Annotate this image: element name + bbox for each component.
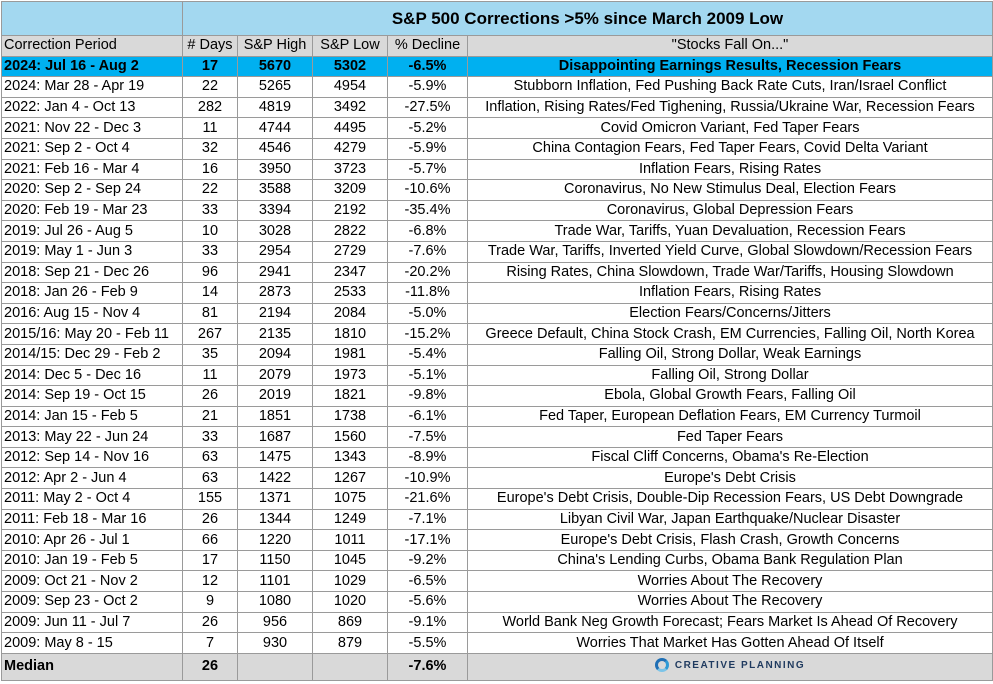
cell-reason: Greece Default, China Stock Crash, EM Currencies, Falling Oil, North Korea [468,324,993,345]
cell-sp-low: 1045 [313,550,388,571]
cell-period: 2024: Jul 16 - Aug 2 [2,56,183,77]
cell-days: 155 [183,489,238,510]
cell-decline: -20.2% [388,262,468,283]
cell-sp-low: 3492 [313,97,388,118]
cell-sp-high: 1344 [238,509,313,530]
cell-sp-high: 2135 [238,324,313,345]
cell-reason: Europe's Debt Crisis, Double-Dip Recession Fears, US Debt Downgrade [468,489,993,510]
cell-days: 11 [183,118,238,139]
cell-reason: Coronavirus, No New Stimulus Deal, Election Fears [468,180,993,201]
cell-days: 17 [183,550,238,571]
cell-sp-low: 1821 [313,386,388,407]
cell-decline: -5.0% [388,303,468,324]
cell-period: 2024: Mar 28 - Apr 19 [2,77,183,98]
cell-decline: -15.2% [388,324,468,345]
cell-decline: -10.6% [388,180,468,201]
cell-sp-high: 1475 [238,447,313,468]
table-row [2,200,993,221]
cell-reason: Fed Taper, European Deflation Fears, EM Currency Turmoil [468,406,993,427]
cell-reason: Worries About The Recovery [468,571,993,592]
header-stocks-fall-on: "Stocks Fall On..." [468,36,993,57]
median-decline: -7.6% [388,653,468,680]
creative-planning-logo-icon [655,658,669,672]
cell-decline: -7.1% [388,509,468,530]
cell-sp-high: 2954 [238,241,313,262]
cell-decline: -9.1% [388,612,468,633]
cell-days: 21 [183,406,238,427]
cell-decline: -5.7% [388,159,468,180]
cell-days: 16 [183,159,238,180]
cell-days: 81 [183,303,238,324]
cell-days: 282 [183,97,238,118]
table-row [2,283,993,304]
table-row [2,592,993,613]
cell-sp-high: 3950 [238,159,313,180]
footer-row [2,653,993,680]
cell-sp-high: 956 [238,612,313,633]
cell-days: 32 [183,138,238,159]
table-row [2,118,993,139]
table-row [2,571,993,592]
table-row [2,509,993,530]
cell-sp-high: 1220 [238,530,313,551]
table-row [2,159,993,180]
cell-days: 26 [183,509,238,530]
cell-period: 2010: Apr 26 - Jul 1 [2,530,183,551]
table-row [2,97,993,118]
cell-sp-low: 2084 [313,303,388,324]
cell-reason: Rising Rates, China Slowdown, Trade War/Tariffs, Housing Slowdown [468,262,993,283]
cell-reason: Europe's Debt Crisis [468,468,993,489]
cell-decline: -5.9% [388,138,468,159]
table-row [2,221,993,242]
cell-decline: -6.5% [388,571,468,592]
title-blank-cell [2,2,183,36]
cell-sp-low: 1343 [313,447,388,468]
cell-reason: Trade War, Tariffs, Inverted Yield Curve, Global Slowdown/Recession Fears [468,241,993,262]
table-row [2,262,993,283]
table-row-highlighted [2,56,993,77]
cell-decline: -9.2% [388,550,468,571]
cell-period: 2012: Sep 14 - Nov 16 [2,447,183,468]
table-row [2,138,993,159]
cell-days: 96 [183,262,238,283]
header-sp-low: S&P Low [313,36,388,57]
table-row [2,303,993,324]
table-row [2,241,993,262]
cell-period: 2018: Jan 26 - Feb 9 [2,283,183,304]
table-row [2,612,993,633]
cell-reason: Fed Taper Fears [468,427,993,448]
table-row [2,447,993,468]
cell-reason: Fiscal Cliff Concerns, Obama's Re-Election [468,447,993,468]
cell-decline: -11.8% [388,283,468,304]
cell-decline: -7.5% [388,427,468,448]
cell-sp-high: 2194 [238,303,313,324]
cell-period: 2019: May 1 - Jun 3 [2,241,183,262]
table-row [2,633,993,654]
cell-decline: -5.4% [388,344,468,365]
cell-period: 2009: Oct 21 - Nov 2 [2,571,183,592]
cell-reason: Falling Oil, Strong Dollar [468,365,993,386]
cell-sp-high: 2094 [238,344,313,365]
cell-decline: -6.1% [388,406,468,427]
cell-decline: -8.9% [388,447,468,468]
cell-days: 35 [183,344,238,365]
cell-period: 2014: Jan 15 - Feb 5 [2,406,183,427]
header-correction-period: Correction Period [2,36,183,57]
cell-days: 33 [183,427,238,448]
cell-reason: Ebola, Global Growth Fears, Falling Oil [468,386,993,407]
cell-sp-low: 1267 [313,468,388,489]
cell-days: 9 [183,592,238,613]
cell-decline: -5.5% [388,633,468,654]
creative-planning-logo [655,656,805,675]
cell-sp-high: 3588 [238,180,313,201]
cell-days: 63 [183,468,238,489]
cell-sp-high: 1371 [238,489,313,510]
cell-reason: World Bank Neg Growth Forecast; Fears Market Is Ahead Of Recovery [468,612,993,633]
cell-sp-low: 1020 [313,592,388,613]
cell-days: 11 [183,365,238,386]
cell-sp-high: 1101 [238,571,313,592]
cell-sp-high: 1687 [238,427,313,448]
table-row [2,406,993,427]
cell-period: 2020: Feb 19 - Mar 23 [2,200,183,221]
cell-reason: Inflation Fears, Rising Rates [468,159,993,180]
cell-sp-low: 1810 [313,324,388,345]
cell-period: 2022: Jan 4 - Oct 13 [2,97,183,118]
cell-decline: -27.5% [388,97,468,118]
cell-sp-low: 2822 [313,221,388,242]
cell-period: 2009: Jun 11 - Jul 7 [2,612,183,633]
cell-days: 33 [183,241,238,262]
logo-cell [468,653,993,680]
cell-decline: -21.6% [388,489,468,510]
header-sp-high: S&P High [238,36,313,57]
table-row [2,180,993,201]
cell-days: 22 [183,77,238,98]
cell-sp-low: 2347 [313,262,388,283]
cell-reason: Inflation, Rising Rates/Fed Tighening, Russia/Ukraine War, Recession Fears [468,97,993,118]
cell-sp-high: 2019 [238,386,313,407]
cell-days: 17 [183,56,238,77]
cell-reason: Inflation Fears, Rising Rates [468,283,993,304]
cell-decline: -5.9% [388,77,468,98]
cell-sp-high: 5670 [238,56,313,77]
table-title: S&P 500 Corrections >5% since March 2009 Low [183,2,993,36]
cell-decline: -6.5% [388,56,468,77]
cell-reason: China's Lending Curbs, Obama Bank Regulation Plan [468,550,993,571]
cell-reason: Covid Omicron Variant, Fed Taper Fears [468,118,993,139]
cell-sp-low: 1075 [313,489,388,510]
cell-sp-high: 2079 [238,365,313,386]
cell-days: 26 [183,386,238,407]
cell-period: 2018: Sep 21 - Dec 26 [2,262,183,283]
cell-sp-high: 2941 [238,262,313,283]
cell-reason: Libyan Civil War, Japan Earthquake/Nuclear Disaster [468,509,993,530]
cell-days: 26 [183,612,238,633]
cell-sp-low: 4279 [313,138,388,159]
cell-sp-low: 1011 [313,530,388,551]
cell-sp-low: 2533 [313,283,388,304]
cell-reason: Worries That Market Has Gotten Ahead Of Itself [468,633,993,654]
table-row [2,344,993,365]
cell-period: 2021: Feb 16 - Mar 4 [2,159,183,180]
cell-reason: Worries About The Recovery [468,592,993,613]
cell-period: 2013: May 22 - Jun 24 [2,427,183,448]
cell-period: 2014: Sep 19 - Oct 15 [2,386,183,407]
corrections-table [1,1,993,681]
cell-decline: -10.9% [388,468,468,489]
cell-sp-low: 5302 [313,56,388,77]
cell-sp-low: 2729 [313,241,388,262]
cell-reason: Trade War, Tariffs, Yuan Devaluation, Recession Fears [468,221,993,242]
cell-days: 22 [183,180,238,201]
cell-sp-low: 869 [313,612,388,633]
cell-sp-high: 1851 [238,406,313,427]
cell-sp-low: 1249 [313,509,388,530]
table-row [2,489,993,510]
cell-days: 7 [183,633,238,654]
cell-sp-high: 2873 [238,283,313,304]
median-days: 26 [183,653,238,680]
cell-decline: -5.1% [388,365,468,386]
table-row [2,427,993,448]
cell-period: 2014: Dec 5 - Dec 16 [2,365,183,386]
cell-sp-low: 3209 [313,180,388,201]
cell-sp-high: 4744 [238,118,313,139]
cell-days: 14 [183,283,238,304]
cell-period: 2014/15: Dec 29 - Feb 2 [2,344,183,365]
cell-sp-low: 4495 [313,118,388,139]
cell-sp-low: 1973 [313,365,388,386]
cell-period: 2012: Apr 2 - Jun 4 [2,468,183,489]
cell-period: 2019: Jul 26 - Aug 5 [2,221,183,242]
cell-sp-high: 1080 [238,592,313,613]
cell-sp-high: 4546 [238,138,313,159]
cell-decline: -5.2% [388,118,468,139]
title-row [2,2,993,36]
cell-decline: -9.8% [388,386,468,407]
footer-blank-low [313,653,388,680]
cell-sp-high: 3028 [238,221,313,242]
cell-sp-high: 930 [238,633,313,654]
cell-sp-high: 4819 [238,97,313,118]
cell-reason: Disappointing Earnings Results, Recession Fears [468,56,993,77]
cell-decline: -5.6% [388,592,468,613]
cell-reason: Stubborn Inflation, Fed Pushing Back Rate Cuts, Iran/Israel Conflict [468,77,993,98]
cell-period: 2016: Aug 15 - Nov 4 [2,303,183,324]
cell-period: 2021: Nov 22 - Dec 3 [2,118,183,139]
cell-days: 12 [183,571,238,592]
header-decline: % Decline [388,36,468,57]
cell-period: 2010: Jan 19 - Feb 5 [2,550,183,571]
cell-sp-low: 4954 [313,77,388,98]
cell-sp-low: 1738 [313,406,388,427]
footer-blank-high [238,653,313,680]
cell-sp-high: 3394 [238,200,313,221]
cell-reason: Europe's Debt Crisis, Flash Crash, Growth Concerns [468,530,993,551]
cell-reason: Election Fears/Concerns/Jitters [468,303,993,324]
cell-days: 33 [183,200,238,221]
cell-sp-low: 2192 [313,200,388,221]
cell-days: 63 [183,447,238,468]
cell-reason: Falling Oil, Strong Dollar, Weak Earnings [468,344,993,365]
cell-reason: Coronavirus, Global Depression Fears [468,200,993,221]
median-label: Median [2,653,183,680]
cell-reason: China Contagion Fears, Fed Taper Fears, Covid Delta Variant [468,138,993,159]
cell-period: 2015/16: May 20 - Feb 11 [2,324,183,345]
table-row [2,530,993,551]
cell-sp-low: 879 [313,633,388,654]
table-row [2,550,993,571]
cell-sp-high: 1150 [238,550,313,571]
cell-decline: -17.1% [388,530,468,551]
cell-sp-low: 3723 [313,159,388,180]
cell-decline: -7.6% [388,241,468,262]
cell-sp-low: 1560 [313,427,388,448]
table-row [2,77,993,98]
cell-decline: -6.8% [388,221,468,242]
cell-sp-low: 1981 [313,344,388,365]
logo-text: CREATIVE PLANNING [674,659,806,671]
header-row [2,36,993,57]
table-row [2,365,993,386]
cell-period: 2009: May 8 - 15 [2,633,183,654]
cell-period: 2021: Sep 2 - Oct 4 [2,138,183,159]
table-row [2,468,993,489]
cell-days: 66 [183,530,238,551]
cell-sp-high: 5265 [238,77,313,98]
header-days: # Days [183,36,238,57]
cell-period: 2011: May 2 - Oct 4 [2,489,183,510]
cell-period: 2020: Sep 2 - Sep 24 [2,180,183,201]
cell-days: 10 [183,221,238,242]
cell-period: 2009: Sep 23 - Oct 2 [2,592,183,613]
cell-period: 2011: Feb 18 - Mar 16 [2,509,183,530]
cell-decline: -35.4% [388,200,468,221]
table-row [2,386,993,407]
cell-days: 267 [183,324,238,345]
cell-sp-low: 1029 [313,571,388,592]
cell-sp-high: 1422 [238,468,313,489]
table-row [2,324,993,345]
